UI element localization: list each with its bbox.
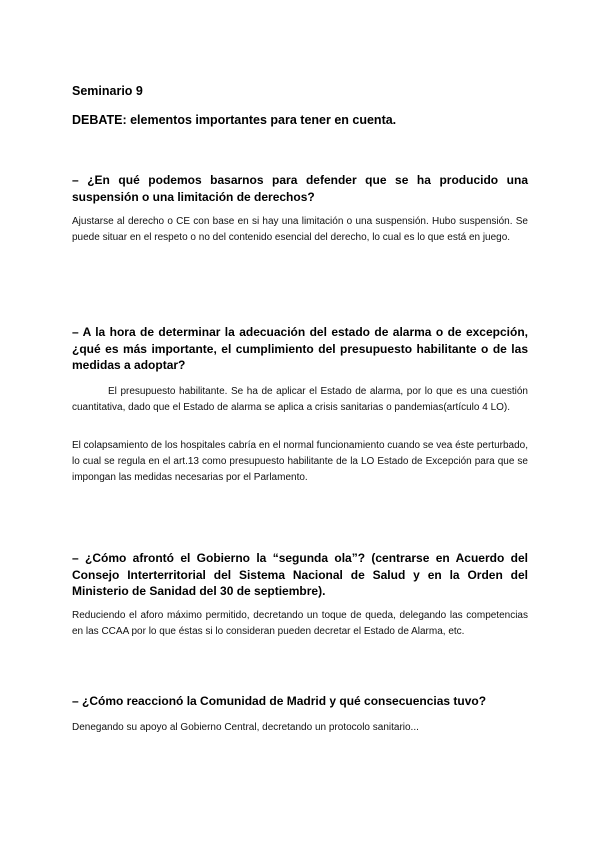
question-2: – A la hora de determinar la adecuación del estado de alarma o de excepción, ¿qué es más importante, el cumplimiento del presupuesto habilitante o de las medidas a adoptar? [72,325,528,372]
answer-2-paragraph-2: El colapsamiento de los hospitales cabría en el normal funcionamiento cuando se vea éste perturbado, lo cual se regula en el art.13 como presupuesto habilitante de la LO Estado de Excepción para que se impongan las medidas necesarias por el Parlamento. [72,440,528,483]
answer-4: Denegando su apoyo al Gobierno Central, decretando un protocolo sanitario... [72,722,419,733]
question-3: – ¿Cómo afrontó el Gobierno la “segunda ola”? (centrarse en Acuerdo del Consejo Interterritorial del Sistema Nacional de Salud y en la Orden del Ministerio de Sanidad del 30 de septiembre). [72,551,528,598]
answer-3: Reduciendo el aforo máximo permitido, decretando un toque de queda, delegando las competencias en las CCAA por lo que éstas si lo consideran pueden decretar el Estado de Alarma, etc. [72,610,528,637]
seminar-title: Seminario 9 [72,84,143,98]
question-4: – ¿Cómo reaccionó la Comunidad de Madrid y qué consecuencias tuvo? [72,694,487,708]
answer-2-paragraph-1: El presupuesto habilitante. Se ha de aplicar el Estado de alarma, por lo que es una cuestión cuantitativa, dado que el Estado de alarma se aplica a crisis sanitarias o pandemias(artículo 4 LO). [72,386,528,413]
question-1: – ¿En qué podemos basarnos para defender que se ha producido una suspensión o una limitación de derechos? [72,173,528,204]
debate-heading: DEBATE: elementos importantes para tener en cuenta. [72,113,397,127]
answer-1: Ajustarse al derecho o CE con base en si hay una limitación o una suspensión. Hubo suspensión. Se puede situar en el respeto o no del contenido esencial del derecho, lo cual es lo que está en juego. [72,216,528,243]
